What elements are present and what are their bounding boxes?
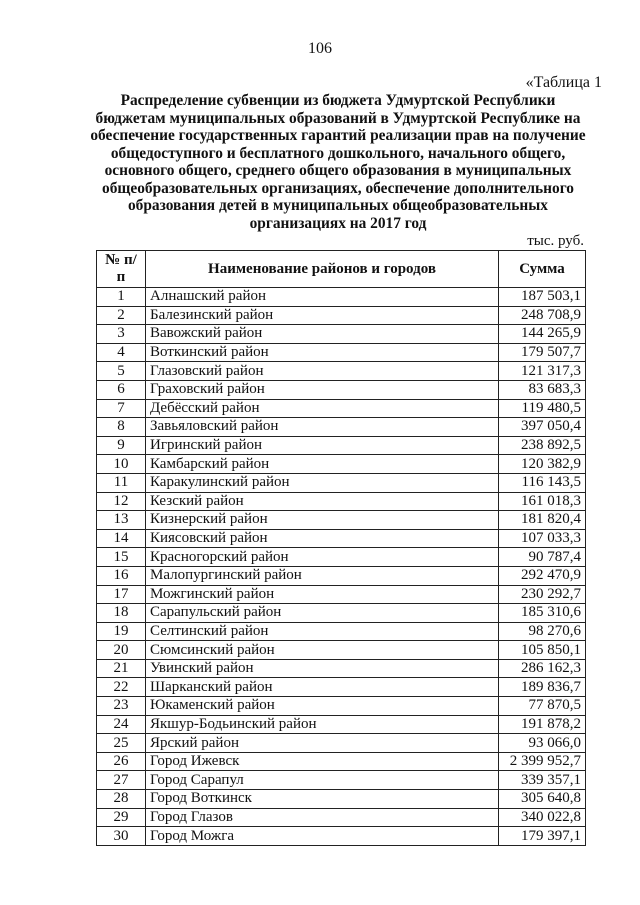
row-name: Город Ижевск <box>146 752 499 771</box>
row-sum: 305 640,8 <box>499 790 586 809</box>
row-sum: 121 317,3 <box>499 362 586 381</box>
table-row <box>97 827 586 846</box>
row-number: 15 <box>97 548 146 567</box>
table-row <box>97 752 586 771</box>
row-name: Граховский район <box>146 380 499 399</box>
row-number: 14 <box>97 529 146 548</box>
row-name: Можгинский район <box>146 585 499 604</box>
row-number: 20 <box>97 641 146 660</box>
row-name: Город Можга <box>146 827 499 846</box>
table-row <box>97 436 586 455</box>
row-name: Балезинский район <box>146 306 499 325</box>
row-number: 10 <box>97 455 146 474</box>
row-sum: 77 870,5 <box>499 697 586 716</box>
table-row <box>97 734 586 753</box>
table-row <box>97 473 586 492</box>
row-number: 25 <box>97 734 146 753</box>
row-name: Алнашский район <box>146 288 499 307</box>
table-row <box>97 585 586 604</box>
row-sum: 339 357,1 <box>499 771 586 790</box>
row-sum: 179 397,1 <box>499 827 586 846</box>
row-sum: 187 503,1 <box>499 288 586 307</box>
table-row <box>97 622 586 641</box>
table-row <box>97 641 586 660</box>
row-sum: 189 836,7 <box>499 678 586 697</box>
row-sum: 107 033,3 <box>499 529 586 548</box>
title-line: общеобразовательных организациях, обеспечение дополнительного <box>102 179 574 197</box>
table-row <box>97 771 586 790</box>
row-sum: 119 480,5 <box>499 399 586 418</box>
row-name: Малопургинский район <box>146 566 499 585</box>
row-number: 11 <box>97 473 146 492</box>
page-number: 106 <box>308 40 332 57</box>
row-sum: 161 018,3 <box>499 492 586 511</box>
row-number: 8 <box>97 418 146 437</box>
row-name: Вавожский район <box>146 325 499 344</box>
row-name: Ярский район <box>146 734 499 753</box>
row-name: Сюмсинский район <box>146 641 499 660</box>
table-row <box>97 566 586 585</box>
header-name: Наименование районов и городов <box>146 251 499 288</box>
title-line: Распределение субвенции из бюджета Удмуртской Республики <box>120 92 556 109</box>
row-name: Камбарский район <box>146 455 499 474</box>
table-row <box>97 808 586 827</box>
row-number: 28 <box>97 790 146 809</box>
table-row <box>97 325 586 344</box>
row-number: 27 <box>97 771 146 790</box>
row-sum: 90 787,4 <box>499 548 586 567</box>
title-line: бюджетам муниципальных образований в Удмуртской Республике на <box>95 109 581 127</box>
row-name: Город Сарапул <box>146 771 499 790</box>
table-row <box>97 604 586 623</box>
table-row <box>97 306 586 325</box>
table-row <box>97 455 586 474</box>
row-number: 6 <box>97 380 146 399</box>
row-name: Завьяловский район <box>146 418 499 437</box>
row-name: Шарканский район <box>146 678 499 697</box>
table-row <box>97 678 586 697</box>
table-row <box>97 399 586 418</box>
table-row <box>97 343 586 362</box>
row-sum: 98 270,6 <box>499 622 586 641</box>
row-sum: 144 265,9 <box>499 325 586 344</box>
row-name: Воткинский район <box>146 343 499 362</box>
row-sum: 191 878,2 <box>499 715 586 734</box>
title-line: основного общего, среднего общего образования в муниципальных <box>104 162 572 179</box>
row-name: Город Глазов <box>146 808 499 827</box>
row-number: 9 <box>97 436 146 455</box>
row-sum: 230 292,7 <box>499 585 586 604</box>
row-sum: 179 507,7 <box>499 343 586 362</box>
subvention-table <box>96 250 586 846</box>
row-sum: 248 708,9 <box>499 306 586 325</box>
row-name: Дебёсский район <box>146 399 499 418</box>
row-sum: 105 850,1 <box>499 641 586 660</box>
row-number: 19 <box>97 622 146 641</box>
row-number: 23 <box>97 697 146 716</box>
row-sum: 238 892,5 <box>499 436 586 455</box>
table-body <box>97 288 586 846</box>
row-name: Селтинский район <box>146 622 499 641</box>
row-number: 22 <box>97 678 146 697</box>
document-title <box>88 92 588 232</box>
row-name: Сарапульский район <box>146 604 499 623</box>
row-name: Глазовский район <box>146 362 499 381</box>
unit-label: тыс. руб. <box>527 233 584 249</box>
header-sum: Сумма <box>499 251 586 288</box>
row-number: 16 <box>97 566 146 585</box>
row-number: 1 <box>97 288 146 307</box>
row-number: 4 <box>97 343 146 362</box>
table-row <box>97 790 586 809</box>
row-name: Якшур-Бодьинский район <box>146 715 499 734</box>
title-line: общедоступного и бесплатного дошкольного, начального общего, <box>110 144 566 162</box>
row-number: 26 <box>97 752 146 771</box>
table-row <box>97 659 586 678</box>
table-row <box>97 362 586 381</box>
row-number: 5 <box>97 362 146 381</box>
table-row <box>97 511 586 530</box>
row-sum: 397 050,4 <box>499 418 586 437</box>
row-sum: 286 162,3 <box>499 659 586 678</box>
row-number: 17 <box>97 585 146 604</box>
row-name: Игринский район <box>146 436 499 455</box>
title-line: организациях на 2017 год <box>249 214 427 232</box>
row-number: 7 <box>97 399 146 418</box>
table-row <box>97 492 586 511</box>
row-name: Увинский район <box>146 659 499 678</box>
title-line: обеспечение государственных гарантий реализации прав на получение <box>90 127 586 144</box>
row-name: Красногорский район <box>146 548 499 567</box>
table-header-row <box>97 251 586 288</box>
row-sum: 181 820,4 <box>499 511 586 530</box>
row-name: Киясовский район <box>146 529 499 548</box>
row-number: 12 <box>97 492 146 511</box>
row-sum: 2 399 952,7 <box>499 752 586 771</box>
row-number: 2 <box>97 306 146 325</box>
table-row <box>97 529 586 548</box>
table-row <box>97 548 586 567</box>
row-name: Кезский район <box>146 492 499 511</box>
row-sum: 292 470,9 <box>499 566 586 585</box>
row-sum: 116 143,5 <box>499 473 586 492</box>
header-num: № п/п <box>97 251 146 288</box>
row-name: Юкаменский район <box>146 697 499 716</box>
table-row <box>97 288 586 307</box>
row-number: 21 <box>97 659 146 678</box>
row-sum: 185 310,6 <box>499 604 586 623</box>
row-name: Кизнерский район <box>146 511 499 530</box>
table-row <box>97 697 586 716</box>
row-sum: 93 066,0 <box>499 734 586 753</box>
row-sum: 83 683,3 <box>499 380 586 399</box>
row-number: 3 <box>97 325 146 344</box>
table-row <box>97 418 586 437</box>
row-name: Каракулинский район <box>146 473 499 492</box>
row-number: 18 <box>97 604 146 623</box>
title-line: образования детей в муниципальных общеобразовательных <box>127 197 549 214</box>
table-row <box>97 380 586 399</box>
table-row <box>97 715 586 734</box>
row-number: 13 <box>97 511 146 530</box>
row-sum: 120 382,9 <box>499 455 586 474</box>
row-sum: 340 022,8 <box>499 808 586 827</box>
row-number: 29 <box>97 808 146 827</box>
row-number: 24 <box>97 715 146 734</box>
row-name: Город Воткинск <box>146 790 499 809</box>
table-label: «Таблица 1 <box>525 74 602 91</box>
row-number: 30 <box>97 827 146 846</box>
